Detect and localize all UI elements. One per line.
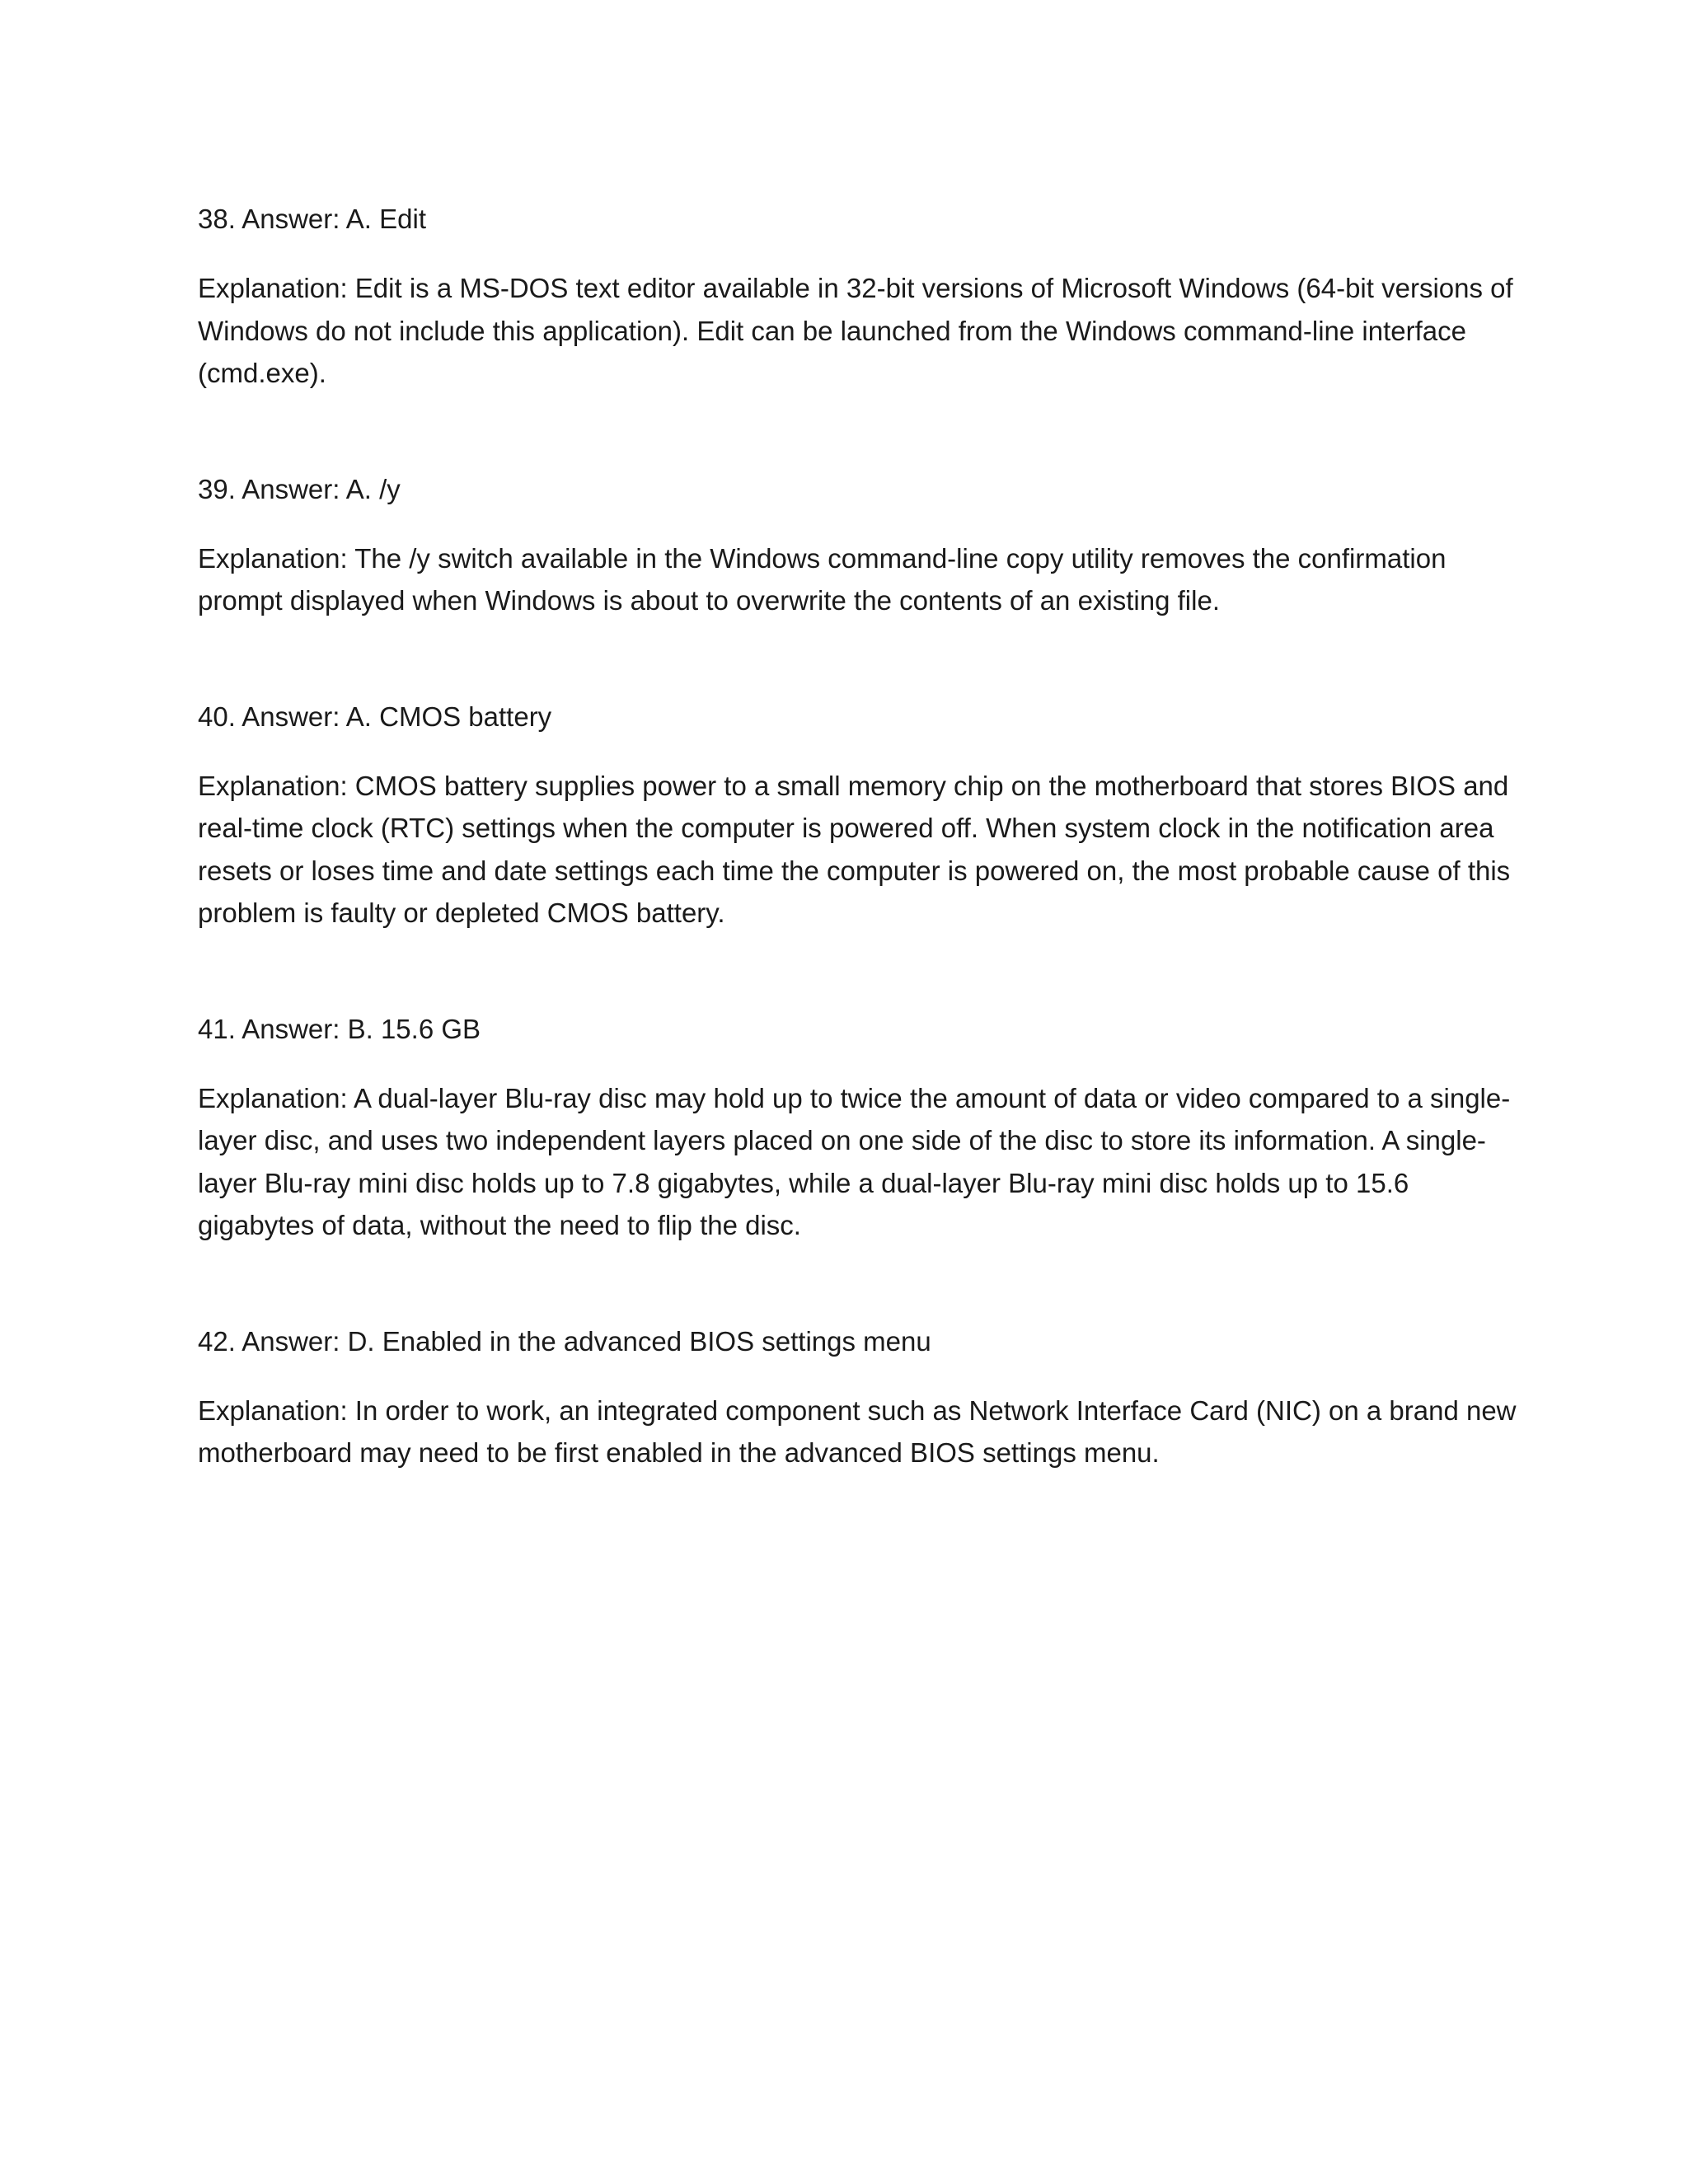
explanation-paragraph: Explanation: The /y switch available in the Windows command-line copy utility removes the confirmation prompt displayed when Windows is about to overwrite the contents of an existing file. [198, 542, 1447, 616]
explanation-paragraph: Explanation: Edit is a MS-DOS text editor available in 32-bit versions of Microsoft Windows (64-bit versions of Windows do not include this application). Edit can be launched from the Windows command-line interface (cmd.exe). [198, 273, 1513, 388]
answer-entry-40 [198, 696, 1517, 935]
answer-entry-38 [198, 198, 1517, 395]
answer-entry-41 [198, 1008, 1517, 1247]
answer-heading: 41. Answer: B. 15.6 GB [198, 1013, 481, 1044]
answer-entry-42 [198, 1320, 1517, 1474]
answer-entry-39 [198, 468, 1517, 622]
answer-heading: 39. Answer: A. /y [198, 473, 401, 504]
answer-heading: 42. Answer: D. Enabled in the advanced BIOS settings menu [198, 1325, 931, 1357]
explanation-paragraph: Explanation: CMOS battery supplies power to a small memory chip on the motherboard that stores BIOS and real-time clock (RTC) settings when the computer is powered off. When system clock in the notification area resets or loses time and date settings each time the computer is powered on, the most probable cause of this problem is faulty or depleted CMOS battery. [198, 770, 1511, 928]
explanation-paragraph: Explanation: In order to work, an integrated component such as Network Interface Card (NIC) on a brand new motherboard may need to be first enabled in the advanced BIOS settings menu. [198, 1394, 1517, 1468]
answer-heading: 40. Answer: A. CMOS battery [198, 701, 552, 732]
answers-section [198, 198, 1517, 1474]
answer-heading: 38. Answer: A. Edit [198, 204, 426, 234]
explanation-paragraph: Explanation: A dual-layer Blu-ray disc may hold up to twice the amount of data or video compared to a single-layer disc, and uses two independent layers placed on one side of the disc to store its information. A single-layer Blu-ray mini disc holds up to 7.8 gigabytes, while a dual-layer Blu-ray mini disc holds up to 15.6 gigabytes of data, without the need to flip the disc. [198, 1082, 1511, 1240]
